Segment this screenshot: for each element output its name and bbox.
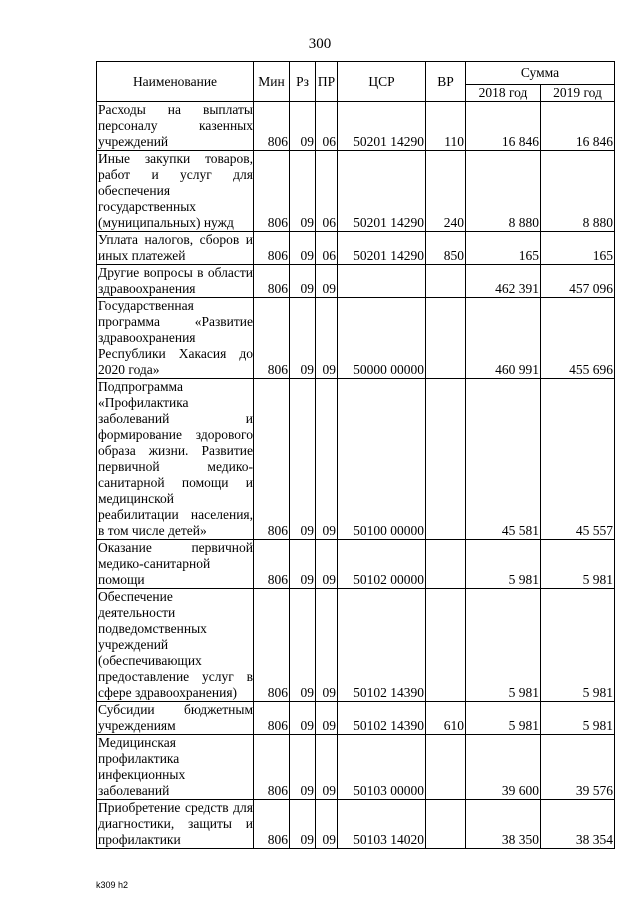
row-rz: 09 xyxy=(290,298,316,379)
row-rz: 09 xyxy=(290,265,316,298)
row-sum-2019: 457 096 xyxy=(541,265,615,298)
row-sum-2018: 165 xyxy=(466,232,541,265)
row-min: 806 xyxy=(254,265,290,298)
row-csr: 50103 14020 xyxy=(338,800,426,849)
row-pr: 09 xyxy=(316,265,338,298)
row-pr: 06 xyxy=(316,102,338,151)
row-pr: 06 xyxy=(316,232,338,265)
row-pr: 06 xyxy=(316,151,338,232)
row-sum-2019: 45 557 xyxy=(541,379,615,540)
row-name: Медицинская профилактика инфекционных заболеваний xyxy=(97,735,254,800)
row-rz: 09 xyxy=(290,540,316,589)
table-row xyxy=(97,298,615,379)
row-sum-2018: 38 350 xyxy=(466,800,541,849)
row-vr: 850 xyxy=(426,232,466,265)
header-csr: ЦСР xyxy=(338,62,426,102)
row-pr: 09 xyxy=(316,589,338,702)
table-row xyxy=(97,265,615,298)
page-number: 300 xyxy=(308,36,332,52)
table-row xyxy=(97,151,615,232)
row-sum-2018: 460 991 xyxy=(466,298,541,379)
table-row xyxy=(97,735,615,800)
row-sum-2018: 5 981 xyxy=(466,589,541,702)
row-csr: 50102 00000 xyxy=(338,540,426,589)
row-rz: 09 xyxy=(290,735,316,800)
row-sum-2018: 45 581 xyxy=(466,379,541,540)
row-sum-2018: 8 880 xyxy=(466,151,541,232)
table-row xyxy=(97,702,615,735)
row-vr xyxy=(426,589,466,702)
table-row xyxy=(97,540,615,589)
row-sum-2018: 5 981 xyxy=(466,540,541,589)
row-sum-2019: 165 xyxy=(541,232,615,265)
row-csr: 50103 00000 xyxy=(338,735,426,800)
table-row xyxy=(97,379,615,540)
row-name: Другие вопросы в области здравоохранения xyxy=(98,265,253,296)
row-sum-2019: 16 846 xyxy=(541,102,615,151)
row-name: Расходы на выплаты персоналу казенных учреждений xyxy=(98,102,253,149)
table-row xyxy=(97,800,615,849)
row-vr xyxy=(426,735,466,800)
row-rz: 09 xyxy=(290,800,316,849)
row-sum-2019: 8 880 xyxy=(541,151,615,232)
row-vr: 610 xyxy=(426,702,466,735)
budget-table xyxy=(96,61,615,849)
row-rz: 09 xyxy=(290,232,316,265)
header-min: Мин xyxy=(254,62,290,102)
row-name: Государственная программа «Развитие здравоохранения Республики Хакасия до 2020 года» xyxy=(98,298,253,377)
row-name: Уплата налогов, сборов и иных платежей xyxy=(98,232,253,263)
row-rz: 09 xyxy=(290,702,316,735)
row-pr: 09 xyxy=(316,800,338,849)
row-rz: 09 xyxy=(290,151,316,232)
row-name: Оказание первичной медико-санитарной помощи xyxy=(98,540,253,587)
row-rz: 09 xyxy=(290,102,316,151)
row-csr: 50102 14390 xyxy=(338,702,426,735)
row-min: 806 xyxy=(254,702,290,735)
row-name: Субсидии бюджетным учреждениям xyxy=(98,702,253,733)
table-row xyxy=(97,589,615,702)
row-csr xyxy=(338,265,426,298)
footer-code: k309 h2 xyxy=(96,880,129,890)
row-name: Приобретение средств для диагностики, защиты и профилактики xyxy=(98,800,253,847)
row-sum-2018: 16 846 xyxy=(466,102,541,151)
header-year-2018: 2018 год xyxy=(466,85,541,102)
header-rz: Рз xyxy=(290,62,316,102)
row-vr xyxy=(426,800,466,849)
table-row xyxy=(97,102,615,151)
row-vr: 240 xyxy=(426,151,466,232)
header-vr: ВР xyxy=(426,62,466,102)
table-row xyxy=(97,232,615,265)
row-min: 806 xyxy=(254,151,290,232)
row-min: 806 xyxy=(254,379,290,540)
row-csr: 50000 00000 xyxy=(338,298,426,379)
row-csr: 50100 00000 xyxy=(338,379,426,540)
row-vr xyxy=(426,379,466,540)
header-pr: ПР xyxy=(316,62,338,102)
row-min: 806 xyxy=(254,298,290,379)
row-rz: 09 xyxy=(290,589,316,702)
row-vr xyxy=(426,298,466,379)
row-sum-2019: 38 354 xyxy=(541,800,615,849)
row-sum-2019: 5 981 xyxy=(541,540,615,589)
header-year-2019: 2019 год xyxy=(541,85,615,102)
row-vr xyxy=(426,265,466,298)
row-sum-2019: 39 576 xyxy=(541,735,615,800)
row-csr: 50201 14290 xyxy=(338,102,426,151)
row-csr: 50201 14290 xyxy=(338,151,426,232)
row-min: 806 xyxy=(254,589,290,702)
row-min: 806 xyxy=(254,102,290,151)
row-sum-2018: 5 981 xyxy=(466,702,541,735)
row-min: 806 xyxy=(254,540,290,589)
row-vr xyxy=(426,540,466,589)
row-min: 806 xyxy=(254,800,290,849)
row-name: Иные закупки товаров, работ и услуг для обеспечения государственных (муниципальных) нужд xyxy=(98,151,253,230)
row-min: 806 xyxy=(254,735,290,800)
row-sum-2019: 5 981 xyxy=(541,589,615,702)
row-min: 806 xyxy=(254,232,290,265)
row-rz: 09 xyxy=(290,379,316,540)
row-sum-2019: 5 981 xyxy=(541,702,615,735)
row-sum-2018: 39 600 xyxy=(466,735,541,800)
row-csr: 50102 14390 xyxy=(338,589,426,702)
row-pr: 09 xyxy=(316,540,338,589)
row-pr: 09 xyxy=(316,379,338,540)
row-name: Подпрограмма «Профилактика заболеваний и формирование здорового образа жизни. Развитие первичной медико-санитарной помощи и медицинской реабилитации населения, в том числе детей» xyxy=(98,379,253,538)
header-sum: Сумма xyxy=(466,62,615,85)
row-name: Обеспечение деятельности подведомственных учреждений (обеспечивающих предоставление услуг в сфере здравоохранения) xyxy=(98,589,253,700)
row-pr: 09 xyxy=(316,702,338,735)
row-pr: 09 xyxy=(316,735,338,800)
row-sum-2018: 462 391 xyxy=(466,265,541,298)
row-pr: 09 xyxy=(316,298,338,379)
header-name: Наименование xyxy=(97,62,254,102)
row-vr: 110 xyxy=(426,102,466,151)
row-csr: 50201 14290 xyxy=(338,232,426,265)
row-sum-2019: 455 696 xyxy=(541,298,615,379)
